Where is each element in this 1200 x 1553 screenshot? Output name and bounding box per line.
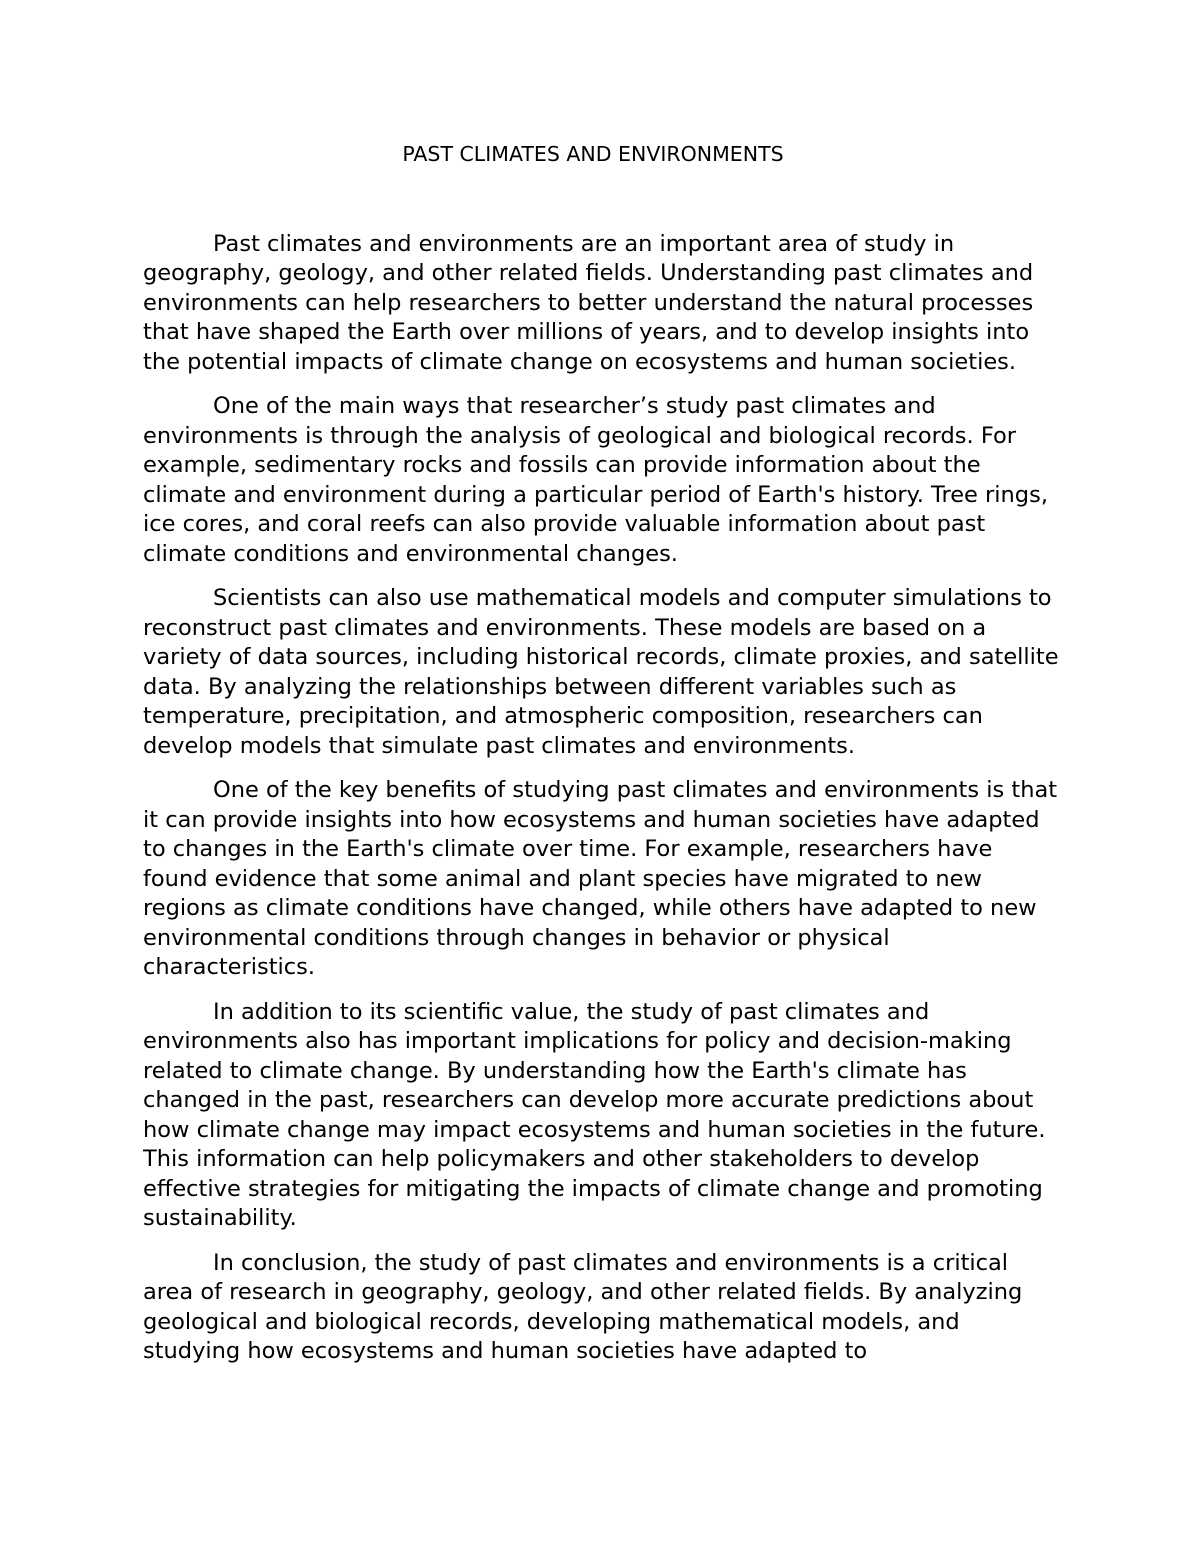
paragraph-5: In addition to its scientific value, the study of past climates and environments also has important implications for policy and decision-making related to climate change. By understanding how the Earth's climate has changed in the past, researchers can develop more accurate predictions about how climate change may impact ecosystems and human societies in the future. This information can help policymakers and other stakeholders to develop effective strategies for mitigating the impacts of climate change and promoting sustainability. — [143, 998, 1046, 1231]
paragraph-6: In conclusion, the study of past climates and environments is a critical area of research in geography, geology, and other related fields. By analyzing geological and biological records, developing mathematical models, and studying how ecosystems and human societies have adapted to — [143, 1249, 1023, 1364]
document-page — [143, 140, 1063, 1382]
paragraph-2: One of the main ways that researcher’s study past climates and environments is through the analysis of geological and biological records. For example, sedimentary rocks and fossils can provide information about the climate and environment during a particular period of Earth's history. Tree rings, ice cores, and coral reefs can also provide valuable information about past climate conditions and environmental changes. — [143, 393, 1048, 567]
paragraph-3: Scientists can also use mathematical models and computer simulations to reconstruct past climates and environments. These models are based on a variety of data sources, including historical records, climate proxies, and satellite data. By analyzing the relationships between different variables such as temperature, precipitation, and atmospheric composition, researchers can develop models that simulate past climates and environments. — [143, 585, 1059, 759]
paragraph-1: Past climates and environments are an important area of study in geography, geology, and other related fields. Understanding past climates and environments can help researchers to better understand the natural processes that have shaped the Earth over millions of years, and to develop insights into the potential impacts of climate change on ecosystems and human societies. — [143, 230, 1034, 375]
document-title: PAST CLIMATES AND ENVIRONMENTS — [402, 142, 784, 166]
paragraph-4: One of the key benefits of studying past climates and environments is that it can provide insights into how ecosystems and human societies have adapted to changes in the Earth's climate over time. For example, researchers have found evidence that some animal and plant species have migrated to new regions as climate conditions have changed, while others have adapted to new environmental conditions through changes in behavior or physical characteristics. — [143, 777, 1058, 980]
